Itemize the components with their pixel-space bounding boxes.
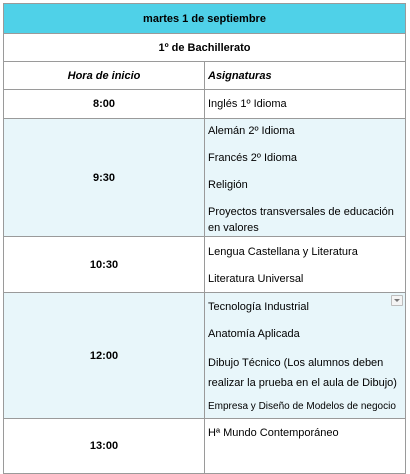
subject: Empresa y Diseño de Modelos de negocio [208,400,396,412]
table-row [4,419,406,474]
start-time: 13:00 [4,419,205,474]
table-row [4,90,406,119]
start-time: 9:30 [4,119,205,237]
subject: Inglés 1º Idioma [208,98,287,110]
subject: Anatomía Aplicada [208,327,300,340]
exam-schedule-table [3,3,406,474]
subjects-cell [205,90,406,119]
dropdown-arrow-icon[interactable] [391,295,403,306]
time-column-header: Hora de inicio [4,62,205,90]
course-row [4,34,406,62]
subjects-cell [205,293,406,419]
subject: Dibujo Técnico (Los alumnos deben realizar la prueba en el aula de Dibujo) [208,356,397,389]
subjects-cell [205,237,406,293]
subject: Religión [208,179,248,191]
column-header-row [4,62,406,90]
date-row [4,4,406,34]
start-time: 8:00 [4,90,205,119]
course-header: 1º de Bachillerato [4,34,406,62]
subject: Hª Mundo Contemporáneo [208,427,339,439]
subject: Proyectos transversales de educación en valores [208,206,394,234]
subject: Tecnología Industrial [208,300,309,313]
date-header: martes 1 de septiembre [4,4,406,34]
subjects-cell [205,419,406,474]
subject: Alemán 2º Idioma [208,125,295,137]
subjects-cell [205,119,406,237]
subject: Literatura Universal [208,273,304,285]
start-time: 10:30 [4,237,205,293]
table-row [4,237,406,293]
table-row [4,119,406,237]
subject: Lengua Castellana y Literatura [208,246,358,258]
table-row [4,293,406,419]
subjects-column-header: Asignaturas [205,62,406,90]
subject: Francés 2º Idioma [208,152,297,164]
start-time: 12:00 [4,293,205,419]
